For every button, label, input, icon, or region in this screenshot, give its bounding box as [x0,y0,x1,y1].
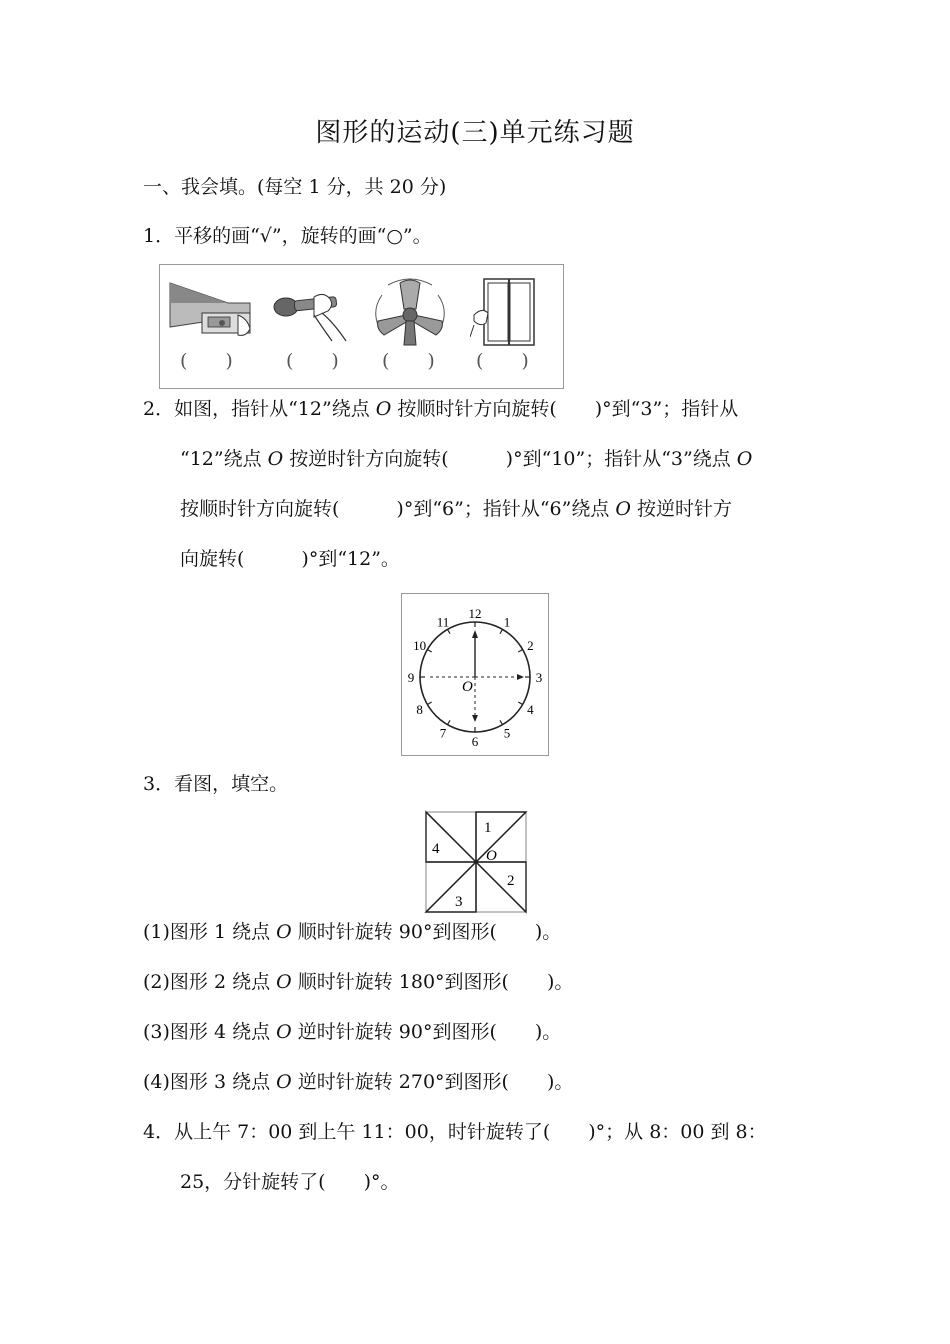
question-2-line-2: “12”绕点 O 按逆时针方向旋转( )°到“10”；指针从“3”绕点 O [180,448,753,470]
clock-tick [500,720,503,724]
question-2-line-1: 2．如图，指针从“12”绕点 O 按顺时针方向旋转( )°到“3”；指针从 [143,398,739,420]
q3-item-1: (1)图形 1 绕点 O 顺时针旋转 90°到图形( )。 [143,921,562,943]
clock-number: 12 [468,606,482,621]
q3-item-4: (4)图形 3 绕点 O 逆时针旋转 270°到图形( )。 [143,1071,574,1093]
fan-icon [370,275,450,347]
clock-tick [518,650,522,653]
clock-number: 7 [439,725,447,741]
clock-face [402,594,548,755]
q3-item-3: (3)图形 4 绕点 O 逆时针旋转 90°到图形( )。 [143,1021,562,1043]
clock-number: 10 [413,638,427,653]
clock-number: 6 [471,734,479,749]
section-heading: 一、我会填。(每空 1 分，共 20 分) [143,176,447,198]
clock-tick [448,629,451,633]
question-2-line-3: 按顺时针方向旋转( )°到“6”；指针从“6”绕点 O 按逆时针方 [180,498,733,520]
clock-tick [448,720,451,724]
q1-blank-3[interactable]: ( ) [382,350,435,372]
clock-number: 2 [527,638,534,653]
q3-item-2: (2)图形 2 绕点 O 顺时针旋转 180°到图形( )。 [143,971,574,993]
question-4-line-1: 4．从上午 7：00 到上午 11：00，时针旋转了( )°；从 8：00 到 8： [143,1121,767,1143]
question-2-line-4: 向旋转( )°到“12”。 [180,548,400,570]
question-1-text: 1．平移的画“√”，旋转的画“○”。 [143,225,432,247]
clock-number: 9 [407,670,415,685]
pinwheel-label-4: 4 [432,841,440,857]
pinwheel-figure [424,810,528,914]
q1-blank-1[interactable]: ( ) [180,350,233,372]
clock-number: 5 [503,725,511,741]
wrench-icon [270,283,352,345]
clock-number: 4 [527,702,534,717]
pinwheel-center-label: O [486,848,497,864]
clock-tick [500,629,503,633]
clock-figure [401,593,549,756]
question-3-text: 3．看图，填空。 [143,773,289,795]
clock-number: 11 [436,614,450,630]
clock-center-label: O [462,679,473,695]
clock-tick [427,650,431,653]
clock-number: 1 [503,614,511,630]
pinwheel-label-3: 3 [455,894,463,910]
question-4-line-2: 25，分针旋转了( )°。 [180,1171,400,1193]
page-title: 图形的运动(三)单元练习题 [315,118,635,148]
sliding-window-icon [470,275,540,347]
clock-number: 8 [416,702,423,717]
q1-blank-2[interactable]: ( ) [286,350,339,372]
drawer-icon [168,277,260,347]
clock-tick [518,702,522,705]
pinwheel-label-2: 2 [507,873,515,889]
q1-blank-4[interactable]: ( ) [476,350,529,372]
pinwheel-label-1: 1 [484,820,492,836]
clock-tick [427,702,431,705]
clock-number: 3 [535,670,543,685]
question-1-picture-panel [159,264,564,389]
